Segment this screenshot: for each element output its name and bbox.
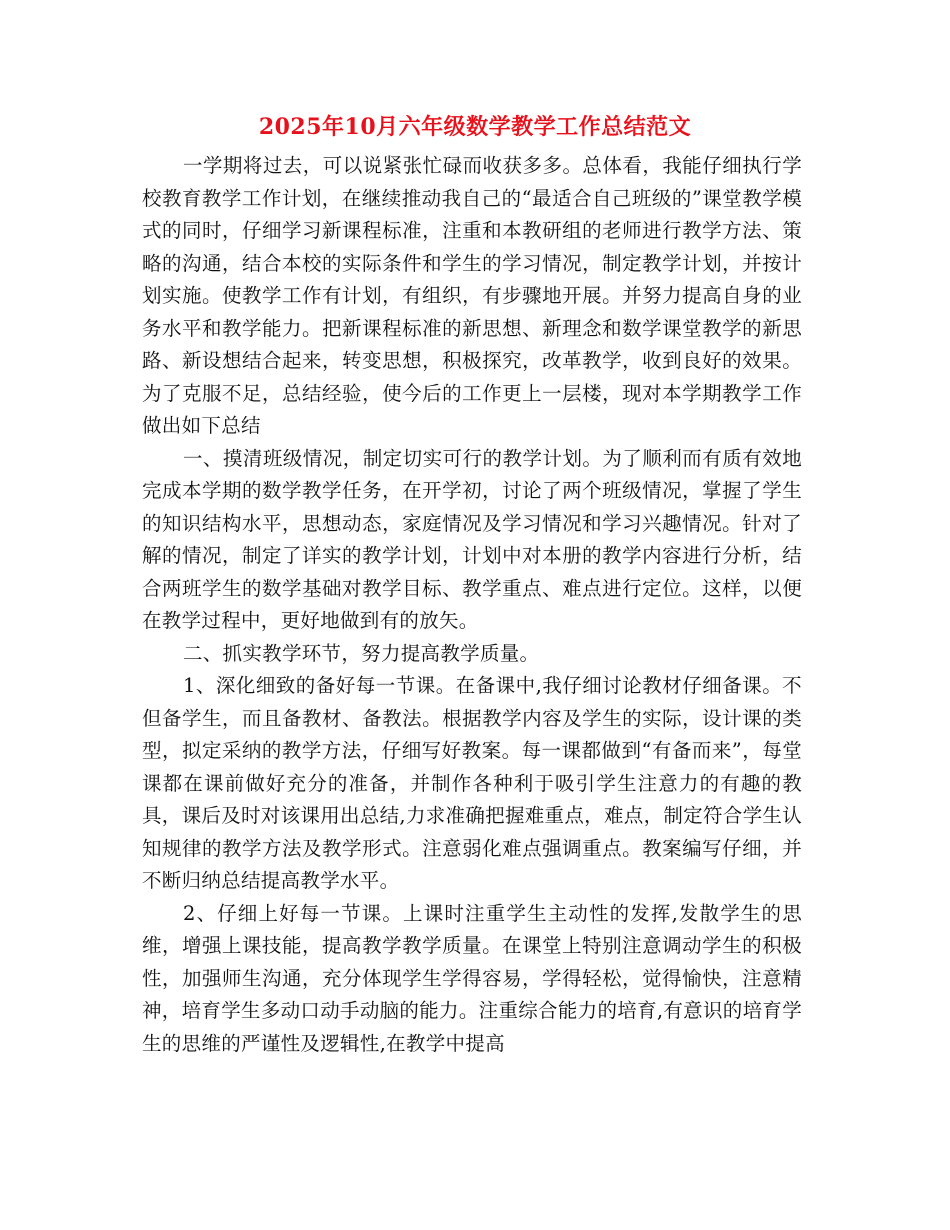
- intro-paragraph: 一学期将过去，可以说紧张忙碌而收获多多。总体看，我能仔细执行学校教育教学工作计划，在继续推动我自己的“最适合自己班级的”课堂教学模式的同时，仔细学习新课程标准，注重和本教研组的老师进行教学方法、策略的沟通，结合本校的实际条件和学生的学习情况，制定教学计划，并按计划实施。使教学工作有计划，有组织，有步骤地开展。并努力提高自身的业务水平和教学能力。把新课程标准的新思想、新理念和数学课堂教学的新思路、新设想结合起来，转变思想，积极探究，改革教学，收到良好的效果。为了克服不足，总结经验，使今后的工作更上一层楼，现对本学期教学工作做出如下总结: [142, 154, 802, 437]
- item-one-paragraph: 1、深化细致的备好每一节课。在备课中,我仔细讨论教材仔细备课。不但备学生，而且备教材、备教法。根据教学内容及学生的实际，设计课的类型，拟定采纳的教学方法，仔细写好教案。每一课都做到“有备而来”，每堂课都在课前做好充分的准备，并制作各种利于吸引学生注意力的有趣的教具，课后及时对该课用出总结,力求准确把握难重点，难点，制定符合学生认知规律的教学方法及教学形式。注意弱化难点强调重点。教案编写仔细，并不断归纳总结提高教学水平。: [142, 674, 802, 892]
- item-two-paragraph: 2、仔细上好每一节课。上课时注重学生主动性的发挥,发散学生的思维，增强上课技能，提高教学教学质量。在课堂上特别注意调动学生的积极性，加强师生沟通，充分体现学生学得容易，学得轻松，觉得愉快，注意精神，培育学生多动口动手动脑的能力。注重综合能力的培育,有意识的培育学生的思维的严谨性及逻辑性,在教学中提高: [142, 901, 802, 1055]
- document-title: 2025年10月六年级数学教学工作总结范文: [258, 114, 692, 140]
- section-one-paragraph: 一、摸清班级情况，制定切实可行的教学计划。为了顺利而有质有效地完成本学期的数学教学任务，在开学初，讨论了两个班级情况，掌握了学生的知识结构水平，思想动态，家庭情况及学习情况和学习兴趣情况。针对了解的情况，制定了详实的教学计划，计划中对本册的教学内容进行分析，结合两班学生的数学基础对教学目标、教学重点、难点进行定位。这样，以便在教学过程中，更好地做到有的放矢。: [142, 446, 802, 632]
- document-body: [142, 150, 802, 1060]
- section-two-heading: 二、抓实教学环节，努力提高教学质量。: [182, 641, 540, 665]
